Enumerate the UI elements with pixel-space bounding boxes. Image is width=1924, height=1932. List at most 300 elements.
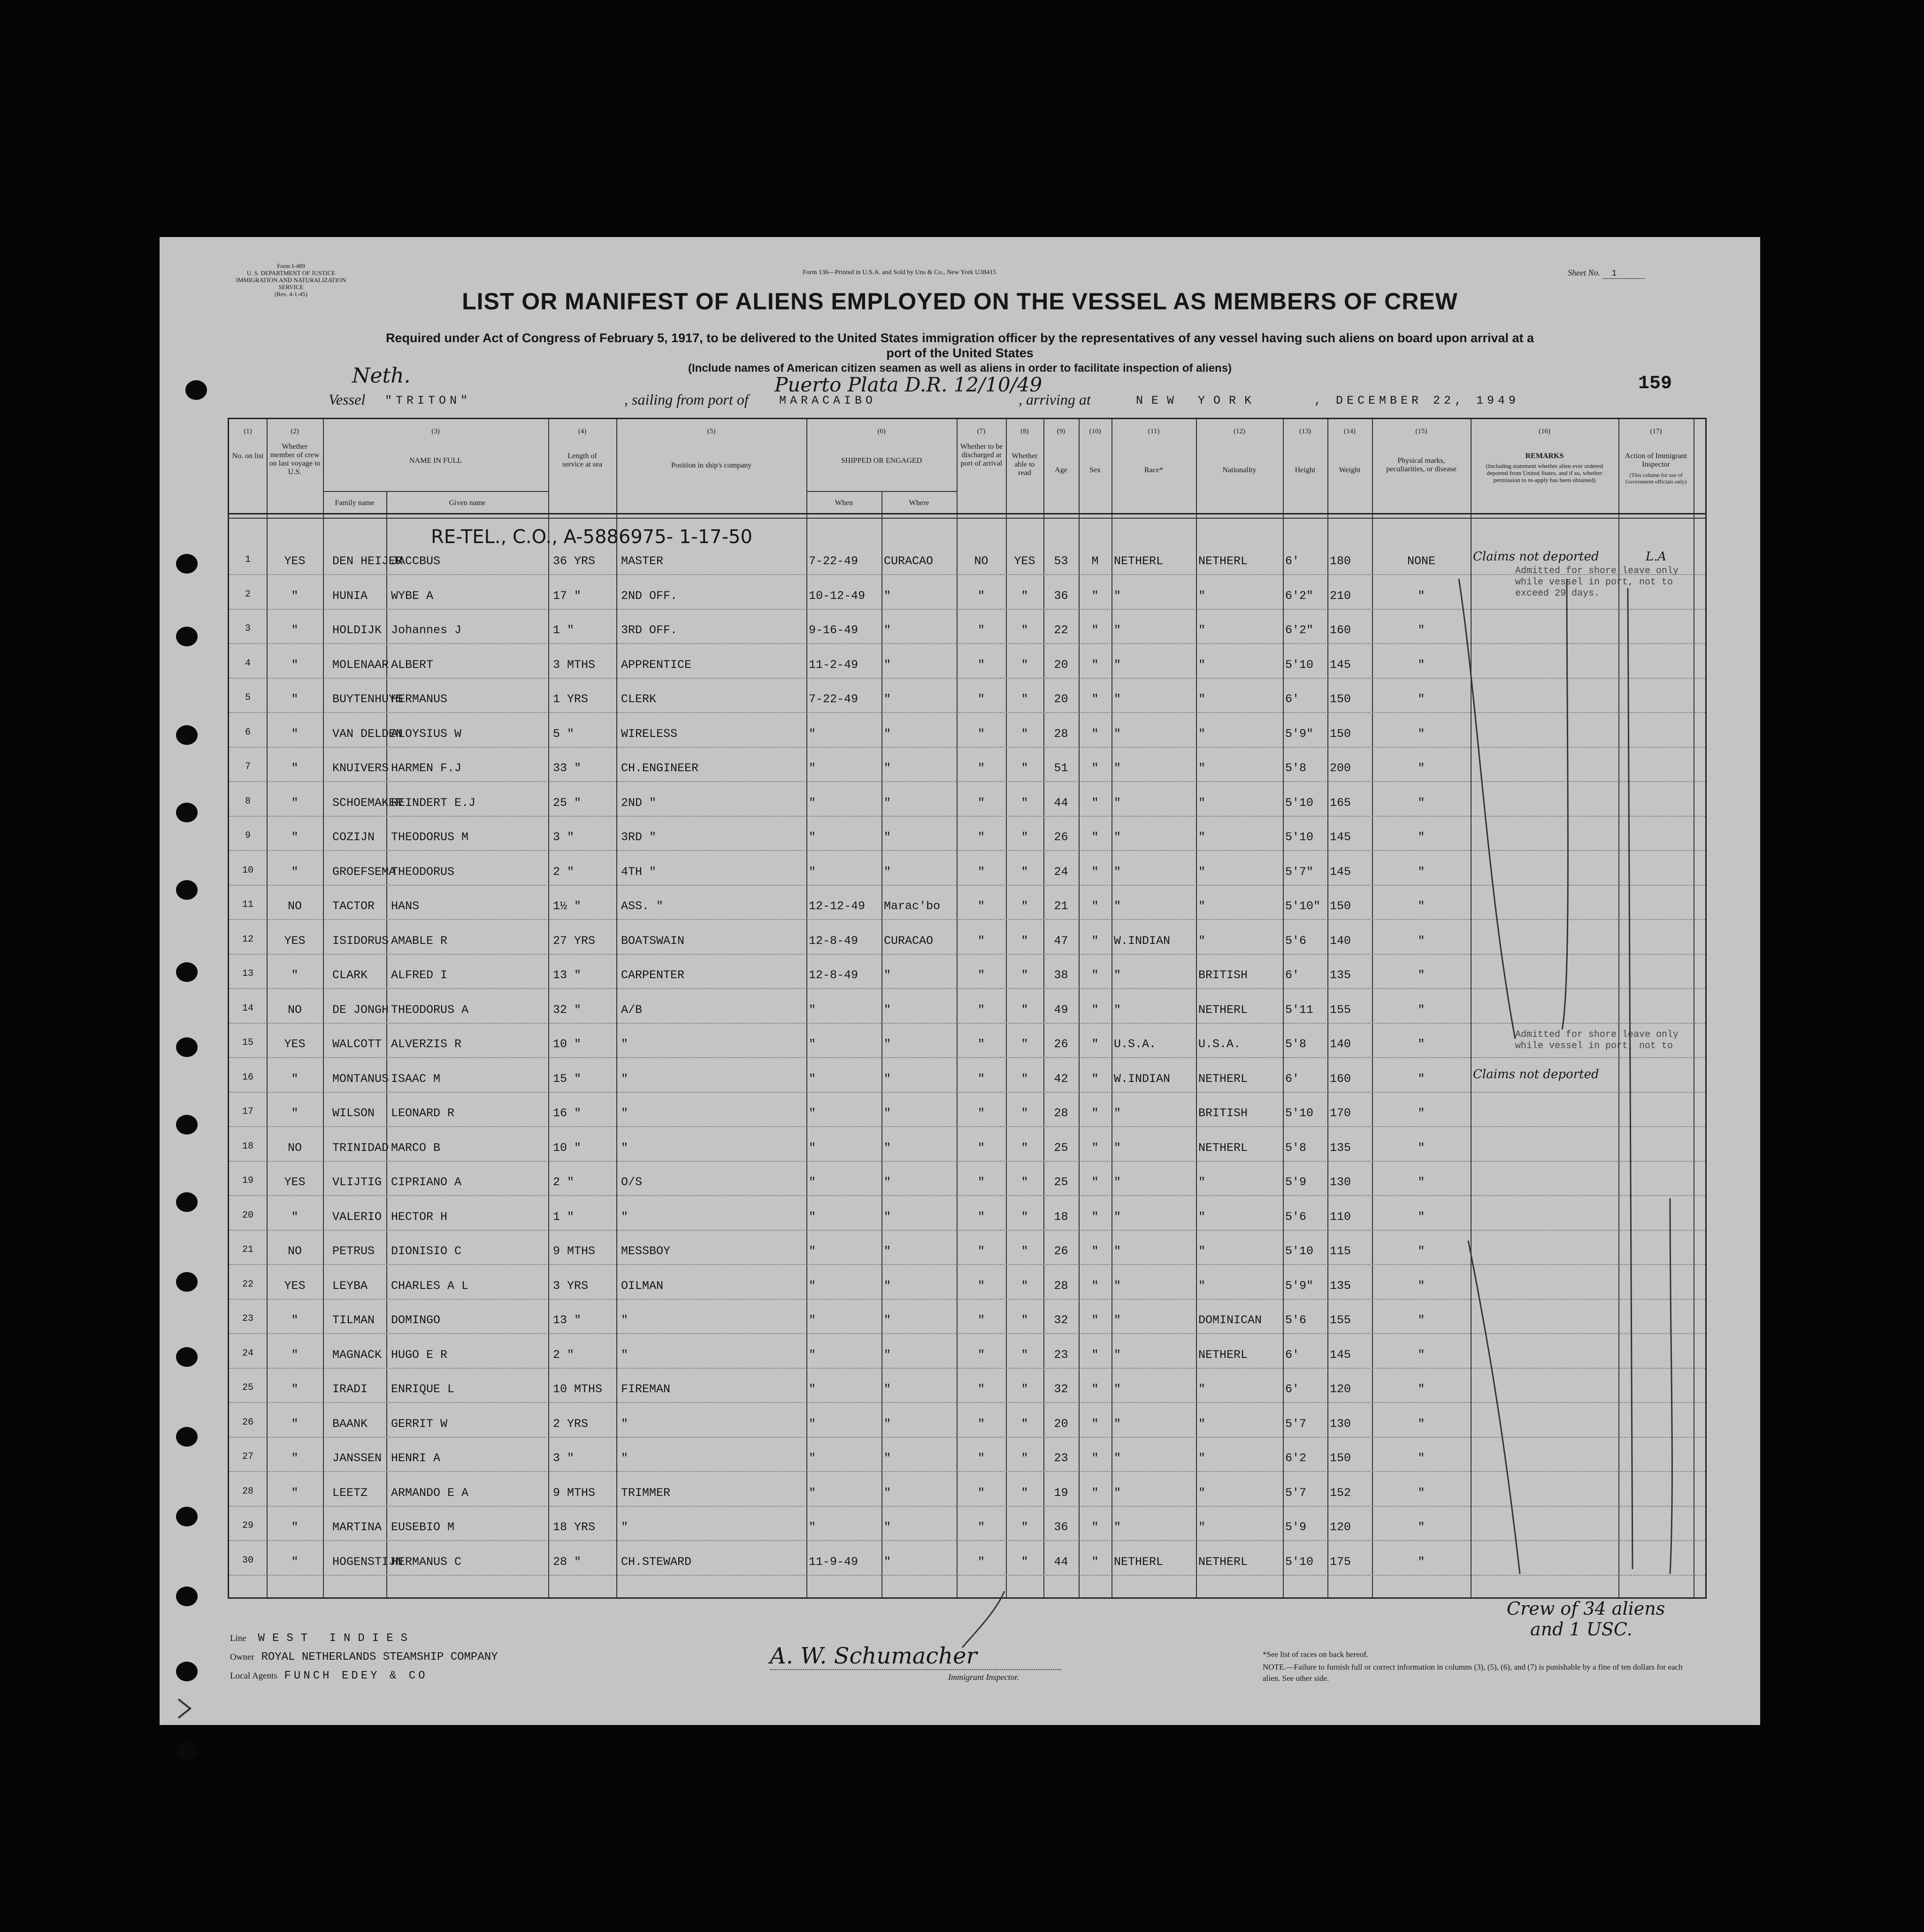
- cell-sex: ": [1091, 968, 1099, 982]
- revision: (Rev. 4-1-45): [275, 291, 307, 298]
- cell-position: CLERK: [621, 692, 657, 706]
- cell-race: ": [1114, 899, 1121, 913]
- cell-position: WIRELESS: [621, 727, 678, 741]
- cell-given: THEODORUS M: [391, 830, 469, 844]
- footer-line: [230, 1632, 415, 1645]
- cell-marks: ": [1418, 1003, 1425, 1017]
- cell-given: AMABLE R: [391, 934, 448, 948]
- subtitle-line-3: (Include names of American citizen seamen as well as aliens in order to facilitate inspection of aliens): [688, 362, 1232, 375]
- cell-marks: ": [1418, 727, 1425, 741]
- cell-family: KNUIVERS: [332, 761, 389, 775]
- punch-hole: [176, 1037, 198, 1057]
- cell-age: 26: [1054, 830, 1068, 844]
- cell-given: DOMINGO: [391, 1313, 441, 1327]
- cell-height: 6': [1285, 554, 1300, 568]
- cell-read: YES: [1014, 554, 1035, 568]
- cell-read: ": [1021, 1175, 1028, 1189]
- cell-age: 36: [1054, 1520, 1068, 1534]
- cell-age: 53: [1054, 554, 1068, 568]
- cell-no: 21: [242, 1244, 253, 1255]
- cell-nat: ": [1198, 865, 1206, 879]
- cell-read: ": [1021, 865, 1028, 879]
- col3-label: NAME IN FULL: [409, 457, 462, 465]
- cell-when: ": [809, 1003, 816, 1017]
- cell-age: 47: [1054, 934, 1068, 948]
- cell-when: ": [809, 1106, 816, 1120]
- cell-sex: ": [1091, 658, 1099, 672]
- cell-position: 2ND OFF.: [621, 589, 678, 603]
- punch-hole: [176, 962, 198, 982]
- cell-sex: ": [1091, 899, 1099, 913]
- cell-position: ": [621, 1313, 629, 1327]
- cell-read: ": [1021, 1451, 1028, 1465]
- cell-sex: ": [1091, 1451, 1099, 1465]
- cell-prev: ": [291, 761, 299, 775]
- cell-disch: ": [977, 1141, 985, 1155]
- cell-marks: ": [1418, 1244, 1425, 1258]
- cell-prev: NO: [287, 899, 302, 913]
- cell-no: 25: [242, 1382, 253, 1393]
- cell-where: ": [884, 1037, 891, 1051]
- cell-weight: 200: [1330, 761, 1351, 775]
- cell-weight: 155: [1330, 1313, 1351, 1327]
- punch-hole: [176, 1272, 198, 1292]
- family-name-header: Family name: [335, 499, 375, 507]
- cell-position: CARPENTER: [621, 968, 685, 982]
- cell-service: 16 ": [553, 1106, 582, 1120]
- cell-marks: ": [1418, 1486, 1425, 1500]
- col17-num: (17): [1650, 428, 1662, 435]
- cell-marks: ": [1418, 761, 1425, 775]
- cell-no: 30: [242, 1555, 253, 1566]
- cell-disch: ": [977, 1555, 985, 1569]
- cell-where: ": [884, 692, 891, 706]
- cell-service: 1 ": [553, 1210, 575, 1224]
- vessel-annotation: Neth.: [352, 364, 411, 388]
- cell-weight: 135: [1330, 1141, 1351, 1155]
- col10-label: Sex: [1089, 466, 1101, 474]
- cell-when: ": [809, 1520, 816, 1534]
- cell-marks: ": [1418, 1382, 1425, 1396]
- cell-sex: ": [1091, 934, 1099, 948]
- cell-service: 2 ": [553, 1175, 575, 1189]
- punch-hole: [176, 880, 198, 900]
- cell-nat: ": [1198, 796, 1206, 810]
- col15-num: (15): [1415, 428, 1427, 435]
- punch-hole: [176, 1192, 198, 1212]
- cell-disch: ": [977, 1175, 985, 1189]
- punch-hole: [176, 1347, 198, 1367]
- cell-weight: 150: [1330, 1451, 1351, 1465]
- cell-family: BAANK: [332, 1417, 368, 1431]
- cell-prev: ": [291, 623, 299, 637]
- shipped-when-header: When: [835, 499, 853, 507]
- cell-when: ": [809, 1279, 816, 1293]
- cell-weight: 145: [1330, 865, 1351, 879]
- cell-age: 25: [1054, 1175, 1068, 1189]
- cell-race: U.S.A.: [1114, 1037, 1157, 1051]
- cell-service: 2 YRS: [553, 1417, 589, 1431]
- cell-given: ALOYSIUS W: [391, 727, 462, 741]
- cell-position: CH.ENGINEER: [621, 761, 699, 775]
- cell-race: ": [1114, 1244, 1121, 1258]
- cell-when: ": [809, 1417, 816, 1431]
- col15-label: Physical marks, peculiarities, or disease: [1386, 457, 1456, 473]
- cell-disch: ": [977, 727, 985, 741]
- cell-service: 3 MTHS: [553, 658, 596, 672]
- cell-disch: ": [977, 968, 985, 982]
- cell-sex: ": [1091, 1348, 1099, 1362]
- cell-disch: ": [977, 1313, 985, 1327]
- cell-service: 17 ": [553, 589, 582, 603]
- cell-nat: NETHERL: [1198, 1555, 1248, 1569]
- cell-when: ": [809, 796, 816, 810]
- cell-where: ": [884, 1382, 891, 1396]
- cell-nat: ": [1198, 1486, 1206, 1500]
- cell-marks: ": [1418, 1555, 1425, 1569]
- cell-family: BUYTENHUYS: [332, 692, 403, 706]
- cell-height: 5'10: [1285, 1555, 1314, 1569]
- cell-marks: ": [1418, 1072, 1425, 1086]
- cell-sex: ": [1091, 623, 1099, 637]
- cell-service: 3 ": [553, 1451, 575, 1465]
- cell-no: 16: [242, 1072, 253, 1083]
- col16-label: REMARKS: [1525, 452, 1564, 460]
- cell-sex: ": [1091, 589, 1099, 603]
- cell-age: 19: [1054, 1486, 1068, 1500]
- col16-num: (16): [1539, 428, 1550, 435]
- cell-where: Marac'bo: [884, 899, 941, 913]
- cell-nat: ": [1198, 1382, 1206, 1396]
- cell-prev: NO: [287, 1003, 302, 1017]
- cell-read: ": [1021, 1348, 1028, 1362]
- cell-read: ": [1021, 1313, 1028, 1327]
- manifest-sheet: [160, 237, 1760, 1725]
- cell-position: 4TH ": [621, 865, 657, 879]
- col11-num: (11): [1148, 428, 1160, 435]
- cell-no: 1: [245, 554, 251, 565]
- cell-height: 6': [1285, 692, 1300, 706]
- cell-when: ": [809, 1175, 816, 1189]
- cell-height: 6': [1285, 968, 1300, 982]
- cell-marks: ": [1418, 865, 1425, 879]
- cell-nat: NETHERL: [1198, 1348, 1248, 1362]
- cell-no: 23: [242, 1313, 253, 1324]
- cell-disch: ": [977, 1210, 985, 1224]
- cell-given: HUGO E R: [391, 1348, 448, 1362]
- cell-marks: ": [1418, 1106, 1425, 1120]
- cell-given: ARMANDO E A: [391, 1486, 469, 1500]
- cell-sex: M: [1091, 554, 1099, 568]
- cell-position: CH.STEWARD: [621, 1555, 692, 1569]
- cell-age: 20: [1054, 658, 1068, 672]
- cell-where: ": [884, 865, 891, 879]
- cell-position: OILMAN: [621, 1279, 664, 1293]
- cell-position: A/B: [621, 1003, 643, 1017]
- cell-service: 25 ": [553, 796, 582, 810]
- cell-weight: 145: [1330, 658, 1351, 672]
- cell-family: JANSSEN: [332, 1451, 382, 1465]
- cell-given: HANS: [391, 899, 420, 913]
- cell-disch: ": [977, 1348, 985, 1362]
- cell-given: ENRIQUE L: [391, 1382, 455, 1396]
- cell-marks: ": [1418, 1141, 1425, 1155]
- cell-height: 5'8: [1285, 1141, 1307, 1155]
- cell-given: LEONARD R: [391, 1106, 455, 1120]
- arriving-label: , arriving at: [1019, 391, 1091, 408]
- cell-race: ": [1114, 1175, 1121, 1189]
- signature-stroke: [958, 1589, 1014, 1650]
- cell-height: 6'2: [1285, 1451, 1307, 1465]
- cell-position: ": [621, 1106, 629, 1120]
- cell-nat: ": [1198, 1451, 1206, 1465]
- cell-given: DIONISIO C: [391, 1244, 462, 1258]
- cell-race: ": [1114, 761, 1121, 775]
- cell-where: ": [884, 1003, 891, 1017]
- cell-prev: YES: [284, 1175, 306, 1189]
- arriving-port: NEW YORK: [1136, 394, 1260, 407]
- cell-where: ": [884, 1313, 891, 1327]
- name-subheader-rule: [323, 491, 548, 492]
- col3-num: (3): [431, 428, 440, 435]
- cell-nat: DOMINICAN: [1198, 1313, 1262, 1327]
- cell-disch: ": [977, 796, 985, 810]
- cell-race: ": [1114, 1520, 1121, 1534]
- penalty-note: NOTE.—Failure to furnish full or correct information in columns (3), (5), (6), and (7) is punishable by a fine of ten dollars for each alien. See other side.: [1263, 1663, 1683, 1683]
- arrival-date: , DECEMBER 22, 1949: [1314, 394, 1520, 407]
- cell-when: ": [809, 1348, 816, 1362]
- cell-family: COZIJN: [332, 830, 375, 844]
- col17-label: Action of Immigrant Inspector: [1625, 452, 1687, 468]
- cell-height: 5'7: [1285, 1486, 1307, 1500]
- cell-marks: ": [1418, 1417, 1425, 1431]
- punch-hole: [176, 627, 198, 646]
- cell-height: 5'10: [1285, 1106, 1314, 1120]
- cell-sex: ": [1091, 761, 1099, 775]
- crew-note-line-1: Crew of 34 aliens: [1507, 1598, 1665, 1619]
- cell-position: ": [621, 1037, 629, 1051]
- cell-position: ASS. ": [621, 899, 664, 913]
- cell-position: ": [621, 1072, 629, 1086]
- cell-age: 44: [1054, 796, 1068, 810]
- cell-where: ": [884, 1555, 891, 1569]
- cell-position: 3RD OFF.: [621, 623, 678, 637]
- cell-read: ": [1021, 1555, 1028, 1569]
- col12-num: (12): [1234, 428, 1245, 435]
- cell-weight: 135: [1330, 1279, 1351, 1293]
- cell-height: 5'6: [1285, 1210, 1307, 1224]
- cell-weight: 175: [1330, 1555, 1351, 1569]
- cell-age: 32: [1054, 1313, 1068, 1327]
- cell-given: ISAAC M: [391, 1072, 441, 1086]
- cell-prev: ": [291, 1072, 299, 1086]
- punch-hole: [176, 1507, 198, 1526]
- cell-weight: 130: [1330, 1175, 1351, 1189]
- cell-read: ": [1021, 899, 1028, 913]
- cell-when: ": [809, 1072, 816, 1086]
- cell-family: MARTINA: [332, 1520, 382, 1534]
- cell-nat: ": [1198, 1520, 1206, 1534]
- cell-sex: ": [1091, 1520, 1099, 1534]
- cell-service: 28 ": [553, 1555, 582, 1569]
- cell-when: 12-8-49: [809, 968, 859, 982]
- cell-family: TRINIDAD: [332, 1141, 389, 1155]
- sheet-number: [1568, 268, 1645, 278]
- cell-no: 14: [242, 1003, 253, 1014]
- cell-nat: ": [1198, 623, 1206, 637]
- cell-service: 2 ": [553, 865, 575, 879]
- col6-label: SHIPPED OR ENGAGED: [841, 457, 922, 465]
- cell-given: CHARLES A L: [391, 1279, 469, 1293]
- cell-when: 11-2-49: [809, 658, 859, 672]
- cell-position: FIREMAN: [621, 1382, 671, 1396]
- punch-hole: [176, 725, 198, 745]
- col8-num: (8): [1020, 428, 1029, 435]
- agents-value: FUNCH EDEY & CO: [284, 1670, 428, 1682]
- cell-nat: ": [1198, 1210, 1206, 1224]
- cell-read: ": [1021, 761, 1028, 775]
- cell-service: 9 MTHS: [553, 1244, 596, 1258]
- cell-when: ": [809, 761, 816, 775]
- cell-given: REINDERT E.J: [391, 796, 476, 810]
- cell-weight: 160: [1330, 1072, 1351, 1086]
- cell-family: TACTOR: [332, 899, 375, 913]
- cell-height: 5'9": [1285, 1279, 1314, 1293]
- cell-where: ": [884, 1175, 891, 1189]
- cell-race: NETHERL: [1114, 554, 1164, 568]
- cell-when: 12-12-49: [809, 899, 866, 913]
- cell-action: L.A: [1645, 550, 1667, 564]
- cell-sex: ": [1091, 796, 1099, 810]
- cell-remarks: Claims not deported: [1473, 1067, 1599, 1081]
- cell-age: 51: [1054, 761, 1068, 775]
- cell-sex: ": [1091, 1382, 1099, 1396]
- cell-when: ": [809, 1382, 816, 1396]
- cell-height: 5'9: [1285, 1175, 1307, 1189]
- cell-disch: ": [977, 1003, 985, 1017]
- cell-service: 18 YRS: [553, 1520, 596, 1534]
- cell-no: 6: [245, 727, 251, 738]
- cell-given: EUSEBIO M: [391, 1520, 455, 1534]
- cell-sex: ": [1091, 1175, 1099, 1189]
- cell-sex: ": [1091, 1037, 1099, 1051]
- cell-where: ": [884, 727, 891, 741]
- shipped-where-header: Where: [909, 499, 929, 507]
- cell-family: SCHOEMAKER: [332, 796, 403, 810]
- cell-marks: ": [1418, 1348, 1425, 1362]
- inspector-signature: A. W. Schumacher: [770, 1643, 1061, 1670]
- cell-nat: ": [1198, 1417, 1206, 1431]
- cell-family: MAGNACK: [332, 1348, 382, 1362]
- cell-prev: ": [291, 796, 299, 810]
- cell-race: ": [1114, 1417, 1121, 1431]
- cell-when: 7-22-49: [809, 554, 859, 568]
- punch-hole: [176, 1115, 198, 1135]
- cell-family: HUNIA: [332, 589, 368, 603]
- cell-prev: ": [291, 1486, 299, 1500]
- cell-prev: NO: [287, 1244, 302, 1258]
- cell-prev: ": [291, 658, 299, 672]
- form-number: Form I-489: [277, 262, 305, 269]
- cell-service: 2 ": [553, 1348, 575, 1362]
- col8-label: Whether able to read: [1012, 452, 1038, 477]
- cell-marks: ": [1418, 796, 1425, 810]
- cell-service: 9 MTHS: [553, 1486, 596, 1500]
- sailing-annotation: Puerto Plata D.R. 12/10/49: [774, 373, 1042, 396]
- cell-given: THEODORUS A: [391, 1003, 469, 1017]
- cell-weight: 130: [1330, 1417, 1351, 1431]
- col14-num: (14): [1344, 428, 1356, 435]
- cell-when: ": [809, 830, 816, 844]
- cell-when: ": [809, 1037, 816, 1051]
- cell-weight: 165: [1330, 796, 1351, 810]
- cell-sex: ": [1091, 1279, 1099, 1293]
- cell-read: ": [1021, 1106, 1028, 1120]
- cell-service: 3 ": [553, 830, 575, 844]
- cell-sex: ": [1091, 1313, 1099, 1327]
- cell-given: HERMANUS C: [391, 1555, 462, 1569]
- cell-disch: ": [977, 623, 985, 637]
- cell-where: ": [884, 1141, 891, 1155]
- cell-sex: ": [1091, 1141, 1099, 1155]
- cell-where: ": [884, 1451, 891, 1465]
- cell-weight: 150: [1330, 727, 1351, 741]
- cell-no: 2: [245, 589, 251, 600]
- cell-no: 27: [242, 1451, 253, 1462]
- cell-prev: YES: [284, 554, 306, 568]
- cell-no: 28: [242, 1486, 253, 1497]
- cell-race: ": [1114, 1003, 1121, 1017]
- cell-sex: ": [1091, 692, 1099, 706]
- cell-height: 5'9: [1285, 1520, 1307, 1534]
- cell-race: ": [1114, 658, 1121, 672]
- line-value: WEST INDIES: [258, 1632, 415, 1645]
- cell-race: ": [1114, 1486, 1121, 1500]
- cell-no: 12: [242, 934, 253, 945]
- cell-position: ": [621, 1417, 629, 1431]
- cell-weight: 210: [1330, 589, 1351, 603]
- col4-label: Length of service at sea: [562, 452, 603, 468]
- cell-where: ": [884, 761, 891, 775]
- cell-read: ": [1021, 1210, 1028, 1224]
- col17-sublabel: (This column for use of Government officials only): [1625, 472, 1687, 485]
- sailing-port: MARACAIBO: [779, 394, 877, 407]
- department: U. S. DEPARTMENT OF JUSTICE: [246, 269, 336, 276]
- cell-race: ": [1114, 1279, 1121, 1293]
- page-title: LIST OR MANIFEST OF ALIENS EMPLOYED ON THE VESSEL AS MEMBERS OF CREW: [462, 288, 1458, 314]
- cell-weight: 145: [1330, 1348, 1351, 1362]
- cell-given: THEODORUS: [391, 865, 455, 879]
- cell-no: 20: [242, 1210, 253, 1221]
- cell-given: ALBERT: [391, 658, 434, 672]
- cell-height: 5'9": [1285, 727, 1314, 741]
- cell-service: 5 ": [553, 727, 575, 741]
- cell-family: HOLDIJK: [332, 623, 382, 637]
- cell-height: 5'10": [1285, 899, 1321, 913]
- cell-sex: ": [1091, 1244, 1099, 1258]
- cell-race: ": [1114, 727, 1121, 741]
- col6-num: (6): [877, 428, 886, 435]
- cell-disch: ": [977, 1244, 985, 1258]
- cell-sex: ": [1091, 865, 1099, 879]
- cell-nat: ": [1198, 899, 1206, 913]
- cell-height: 6': [1285, 1348, 1300, 1362]
- cell-prev: ": [291, 1451, 299, 1465]
- cell-position: BOATSWAIN: [621, 934, 685, 948]
- cell-when: ": [809, 1141, 816, 1155]
- cell-family: GROEFSEMA: [332, 865, 396, 879]
- cell-where: ": [884, 1244, 891, 1258]
